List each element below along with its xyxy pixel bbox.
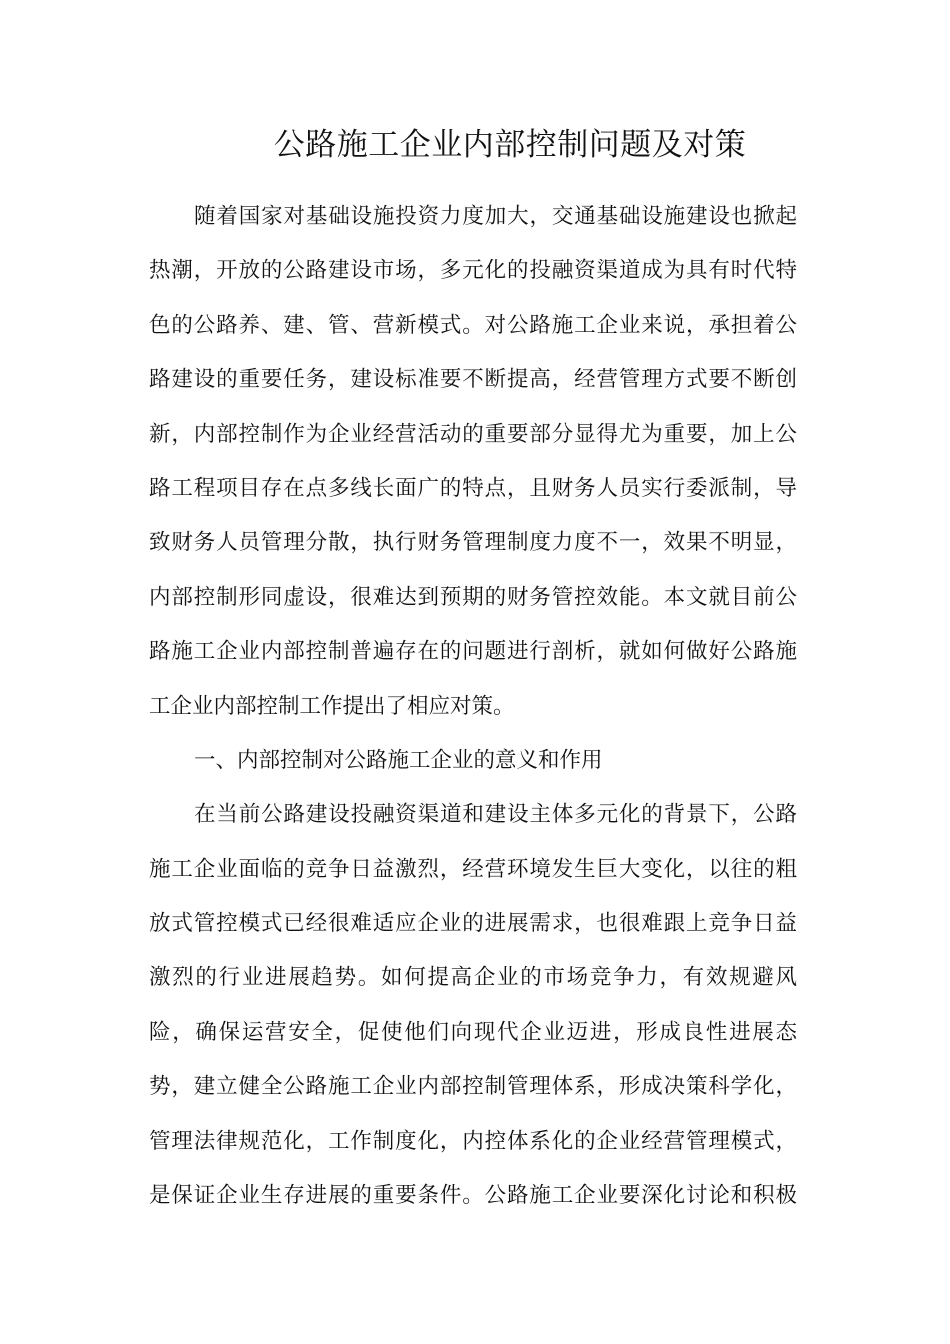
text-line: 路工程项目存在点多线长面广的特点，且财务人员实行委派制，导 [149,475,797,501]
document-title: 公路施工企业内部控制问题及对策 [273,127,747,163]
text-line: 势，建立健全公路施工企业内部控制管理体系，形成决策科学化， [149,1074,797,1100]
text-line: 险，确保运营安全，促使他们向现代企业迈进，形成良性进展态 [149,1019,797,1045]
text-line: 施工企业面临的竞争日益激烈，经营环境发生巨大变化，以往的粗 [149,856,797,882]
text-line: 热潮，开放的公路建设市场，多元化的投融资渠道成为具有时代特 [149,258,797,284]
text-line: 路建设的重要任务，建设标准要不断提高，经营管理方式要不断创 [149,367,797,393]
text-line: 路施工企业内部控制普遍存在的问题进行剖析，就如何做好公路施 [149,639,797,665]
text-line: 激烈的行业进展趋势。如何提高企业的市场竞争力，有效规避风 [149,965,797,991]
text-line: 放式管控模式已经很难适应企业的进展需求，也很难跟上竞争日益 [149,911,797,937]
text-line: 一、内部控制对公路施工企业的意义和作用 [194,747,603,773]
text-line: 内部控制形同虚设，很难达到预期的财务管控效能。本文就目前公 [149,584,797,610]
text-line: 在当前公路建设投融资渠道和建设主体多元化的背景下，公路 [194,802,797,828]
document-body [149,190,797,1223]
text-line: 管理法律规范化，工作制度化，内控体系化的企业经营管理模式， [149,1128,797,1154]
text-line: 色的公路养、建、管、营新模式。对公路施工企业来说，承担着公 [149,312,797,338]
text-line: 致财务人员管理分散，执行财务管理制度力度不一，效果不明显， [149,530,797,556]
text-line: 工企业内部控制工作提出了相应对策。 [149,693,515,719]
text-line: 是保证企业生存进展的重要条件。公路施工企业要深化讨论和积极 [149,1183,797,1209]
text-line: 随着国家对基础设施投资力度加大，交通基础设施建设也掀起 [194,204,797,229]
text-line: 新，内部控制作为企业经营活动的重要部分显得尤为重要，加上公 [149,421,797,447]
